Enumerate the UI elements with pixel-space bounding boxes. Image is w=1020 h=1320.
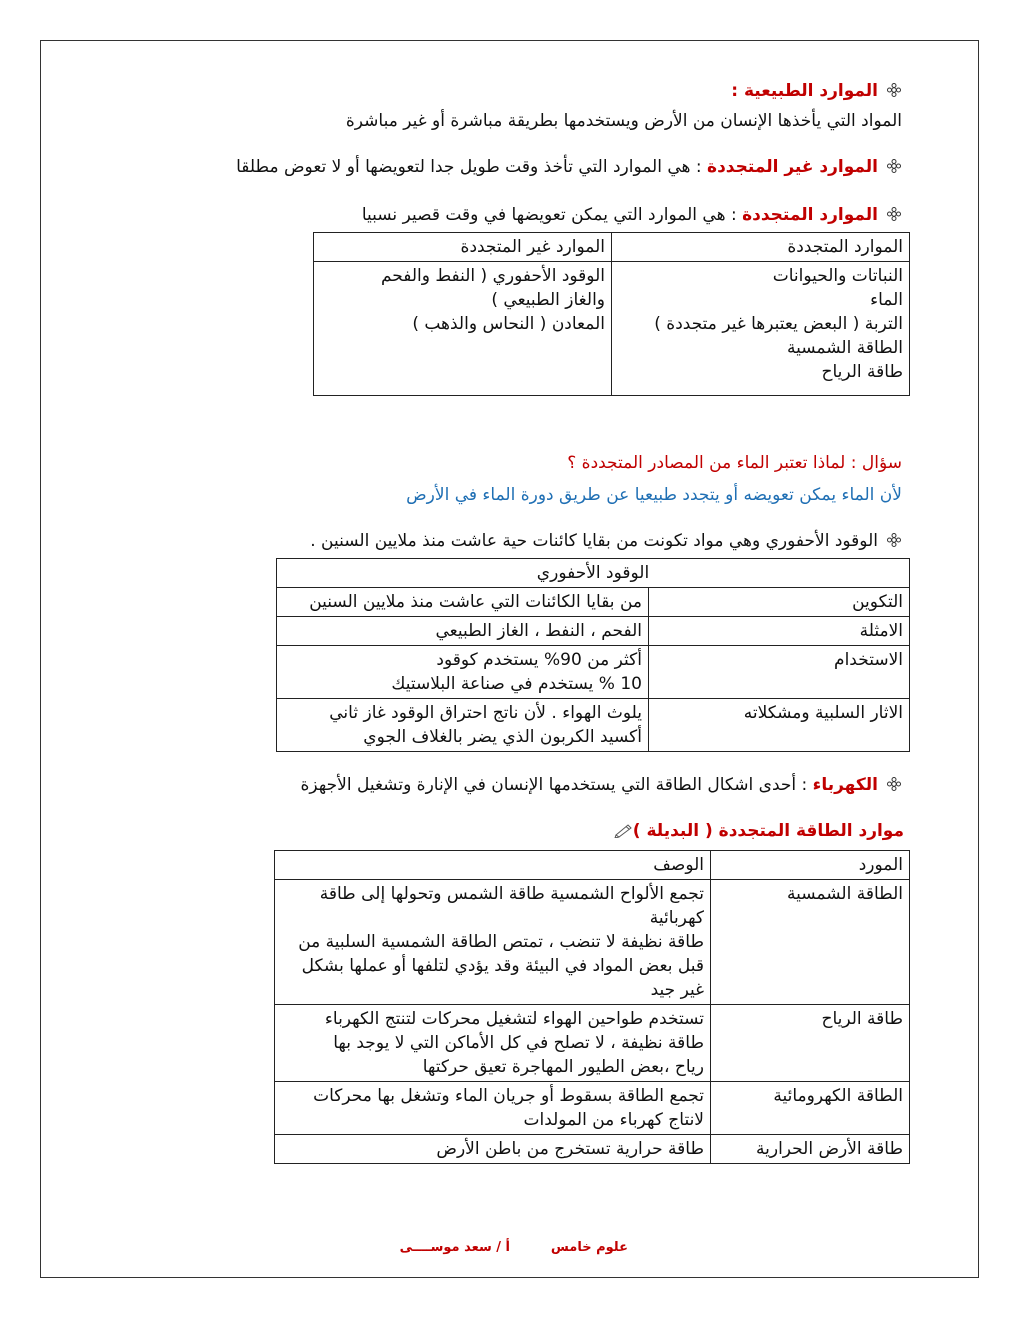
flower-bullet-icon xyxy=(886,532,902,548)
resource-cell: الطاقة الكهرومائية xyxy=(711,1082,910,1135)
alt-energy-table xyxy=(274,850,910,1164)
cell-line: أكثر من 90% يستخدم كوقود xyxy=(436,650,642,670)
row-label: التكوين xyxy=(649,588,910,617)
nonrenewable-items-cell xyxy=(314,262,612,396)
cell-line: الفحم ، النفط ، الغاز الطبيعي xyxy=(435,621,642,641)
renewable-title: الموارد المتجددة xyxy=(742,205,878,225)
table-header-row xyxy=(314,233,910,262)
table-row xyxy=(275,880,910,1005)
cell-line: تجمع الطاقة بسقوط أو جريان الماء وتشغل بها محركات xyxy=(313,1086,704,1106)
nonrenewable-header: الموارد غير المتجددة xyxy=(314,233,612,262)
table-row xyxy=(277,588,910,617)
table-title-row xyxy=(277,559,910,588)
row-label: الامثلة xyxy=(649,617,910,646)
answer-text: لأن الماء يمكن تعويضه أو يتجدد طبيعيا عن طريق دورة الماء في الأرض xyxy=(406,485,902,505)
table-row xyxy=(277,699,910,752)
electricity-title: الكهرباء xyxy=(812,775,878,795)
table-row xyxy=(275,1082,910,1135)
description-cell xyxy=(275,1005,711,1082)
list-item: والغاز الطبيعي ) xyxy=(491,290,605,310)
cell-line: قبل بعض المواد في البيئة وقد يؤدي لتلفها أو عملها بشكل xyxy=(301,956,704,976)
flower-bullet-icon xyxy=(886,82,902,98)
description-cell xyxy=(275,880,711,1005)
table-header-row xyxy=(275,851,910,880)
row-value xyxy=(277,699,649,752)
cell-line: من بقايا الكائنات التي عاشت منذ ملايين السنين xyxy=(309,592,642,612)
cell-line: أكسيد الكربون الذي يضر بالغلاف الجوي xyxy=(363,727,642,747)
list-item: النباتات والحيوانات xyxy=(772,266,903,286)
natural-resources-title: الموارد الطبيعية : xyxy=(731,81,878,101)
row-value xyxy=(277,646,649,699)
list-item: الماء xyxy=(870,290,903,310)
resource-header: المورد xyxy=(711,851,910,880)
description-header: الوصف xyxy=(275,851,711,880)
nonrenewable-title: الموارد غير المتجددة xyxy=(707,157,878,177)
row-value xyxy=(277,588,649,617)
resource-cell: طاقة الأرض الحرارية xyxy=(711,1135,910,1164)
nonrenewable-definition: : هي الموارد التي تأخذ وقت طويل جدا لتعويضها أو لا تعوض مطلقا xyxy=(236,157,708,177)
resources-table xyxy=(313,232,910,396)
renewable-header: الموارد المتجددة xyxy=(612,233,910,262)
renewable-line xyxy=(362,202,902,228)
question-text: سؤال : لماذا تعتبر الماء من المصادر المتجددة ؟ xyxy=(567,453,902,473)
fossil-table-title: الوقود الأحفوري xyxy=(277,559,910,588)
list-item: التربة ( البعض يعتبرها غير متجددة ) xyxy=(654,314,903,334)
list-item: طاقة الرياح xyxy=(821,362,903,382)
list-item: الطاقة الشمسية xyxy=(787,338,903,358)
table-row xyxy=(314,262,910,396)
cell-line: طاقة نظيفة ، لا تصلح في كل الأماكن التي لا يوجد بها xyxy=(333,1033,704,1053)
cell-line: تستخدم طواحين الهواء لتشغيل محركات لتنتج الكهرباء xyxy=(324,1009,704,1029)
resource-cell: الطاقة الشمسية xyxy=(711,880,910,1005)
electricity-definition: : أحدى اشكال الطاقة التي يستخدمها الإنسان في الإنارة وتشغيل الأجهزة xyxy=(300,775,813,795)
cell-line: يلوث الهواء . لأن ناتج احتراق الوقود غاز ثاني xyxy=(329,703,642,723)
alt-energy-heading xyxy=(607,818,904,844)
description-cell xyxy=(275,1135,711,1164)
renewable-definition: : هي الموارد التي يمكن تعويضها في وقت قصير نسبيا xyxy=(361,205,743,225)
footer-teacher: أ / سعد موســــى xyxy=(399,1240,510,1255)
fossil-intro-text: الوقود الأحفوري وهي مواد تكونت من بقايا كائنات حية عاشت منذ ملايين السنين . xyxy=(310,531,878,551)
table-row xyxy=(275,1135,910,1164)
pencil-icon xyxy=(613,822,633,838)
flower-bullet-icon xyxy=(886,206,902,222)
flower-bullet-icon xyxy=(886,776,902,792)
footer-subject: علوم خامس xyxy=(550,1240,628,1255)
electricity-line xyxy=(301,772,902,798)
row-value xyxy=(277,617,649,646)
table-row xyxy=(277,617,910,646)
nonrenewable-line xyxy=(236,154,902,180)
natural-resources-definition: المواد التي يأخذها الإنسان من الأرض ويستخدمها بطريقة مباشرة أو غير مباشرة xyxy=(345,111,902,131)
row-label: الاثار السلبية ومشكلاته xyxy=(649,699,910,752)
table-row xyxy=(277,646,910,699)
cell-line: 10 % يستخدم في صناعة البلاستيك xyxy=(391,674,642,694)
cell-line: لانتاج كهرباء من المولدات xyxy=(523,1110,704,1130)
cell-line: رياح ،بعض الطيور المهاجرة تعيق حركتها xyxy=(422,1057,704,1077)
cell-line: طاقة نظيفة لا تنضب ، تمتص الطاقة الشمسية السلبية من xyxy=(298,932,704,952)
row-label: الاستخدام xyxy=(649,646,910,699)
fossil-fuel-table xyxy=(276,558,910,752)
table-row xyxy=(275,1005,910,1082)
natural-resources-heading xyxy=(731,78,902,104)
list-item: الوقود الأحفوري ( النفط والفحم xyxy=(380,266,605,286)
description-cell xyxy=(275,1082,711,1135)
cell-line: كهربائية xyxy=(649,908,704,928)
flower-bullet-icon xyxy=(886,158,902,174)
fossil-intro-line xyxy=(310,528,902,554)
list-item: المعادن ( النحاس والذهب ) xyxy=(412,314,605,334)
cell-line: تجمع الألواح الشمسية طاقة الشمس وتحولها إلى طاقة xyxy=(319,884,704,904)
cell-line: غير جيد xyxy=(650,980,704,1000)
cell-line: طاقة حرارية تستخرج من باطن الأرض xyxy=(436,1139,704,1159)
alt-energy-title: موارد الطاقة المتجددة ( البديلة ) xyxy=(632,821,904,841)
renewable-items-cell xyxy=(612,262,910,396)
resource-cell: طاقة الرياح xyxy=(711,1005,910,1082)
